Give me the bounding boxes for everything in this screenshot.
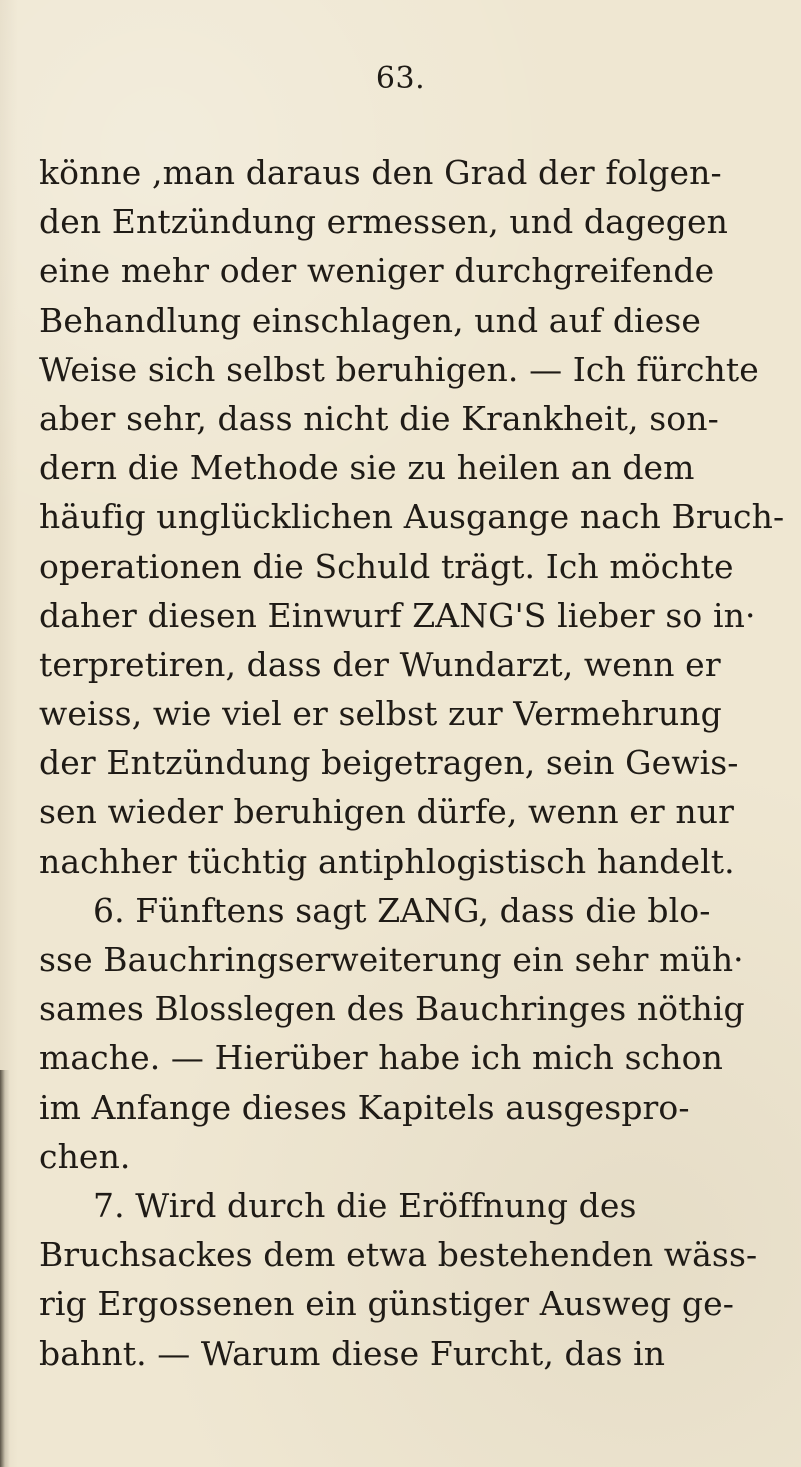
- text-line-25: bahnt. — Warum diese Furcht, das in: [39, 1333, 666, 1373]
- body-text: [39, 148, 785, 1378]
- text-line-9: operationen die Schuld trägt. Ich möchte: [39, 546, 734, 586]
- text-line-14: sen wieder beruhigen dürfe, wenn er nur: [39, 792, 734, 832]
- text-line-3: eine mehr oder weniger durchgreifende: [39, 251, 715, 291]
- page-number: 63.: [375, 61, 426, 96]
- text-line-15: nachher tüchtig antiphlogistisch handelt.: [39, 841, 735, 881]
- text-line-20: im Anfange dieses Kapitels ausgespro-: [39, 1087, 690, 1127]
- text-line-23: Bruchsackes dem etwa bestehenden wäss-: [39, 1235, 758, 1275]
- text-line-5: Weise sich selbst beruhigen. — Ich fürchte: [39, 349, 759, 389]
- text-line-24: rig Ergossenen ein günstiger Ausweg ge-: [39, 1284, 734, 1324]
- text-line-22: 7. Wird durch die Eröffnung des: [93, 1185, 637, 1225]
- text-line-1: könne ,man daraus den Grad der folgen-: [39, 153, 722, 192]
- text-line-18: sames Blosslegen des Bauchringes nöthig: [39, 989, 745, 1029]
- text-line-2: den Entzündung ermessen, und dagegen: [39, 202, 728, 242]
- text-line-10: daher diesen Einwurf ZANG'S lieber so in·: [39, 595, 756, 635]
- text-line-12: weiss, wie viel er selbst zur Vermehrung: [39, 694, 722, 734]
- text-line-19: mache. — Hierüber habe ich mich schon: [39, 1038, 723, 1078]
- text-line-4: Behandlung einschlagen, und auf diese: [39, 300, 702, 340]
- binding-edge-shadow: [0, 1070, 10, 1467]
- text-line-11: terpretiren, dass der Wundarzt, wenn er: [39, 644, 721, 684]
- text-line-21: chen.: [39, 1136, 131, 1176]
- text-line-6: aber sehr, dass nicht die Krankheit, son-: [39, 398, 719, 438]
- text-line-8: häufig unglücklichen Ausgange nach Bruch-: [39, 497, 785, 537]
- text-line-7: dern die Methode sie zu heilen an dem: [39, 448, 695, 488]
- text-line-16: 6. Fünftens sagt ZANG, dass die blo-: [93, 890, 711, 930]
- text-line-13: der Entzündung beigetragen, sein Gewis-: [39, 743, 739, 783]
- text-line-17: sse Bauchringserweiterung ein sehr müh·: [39, 940, 744, 979]
